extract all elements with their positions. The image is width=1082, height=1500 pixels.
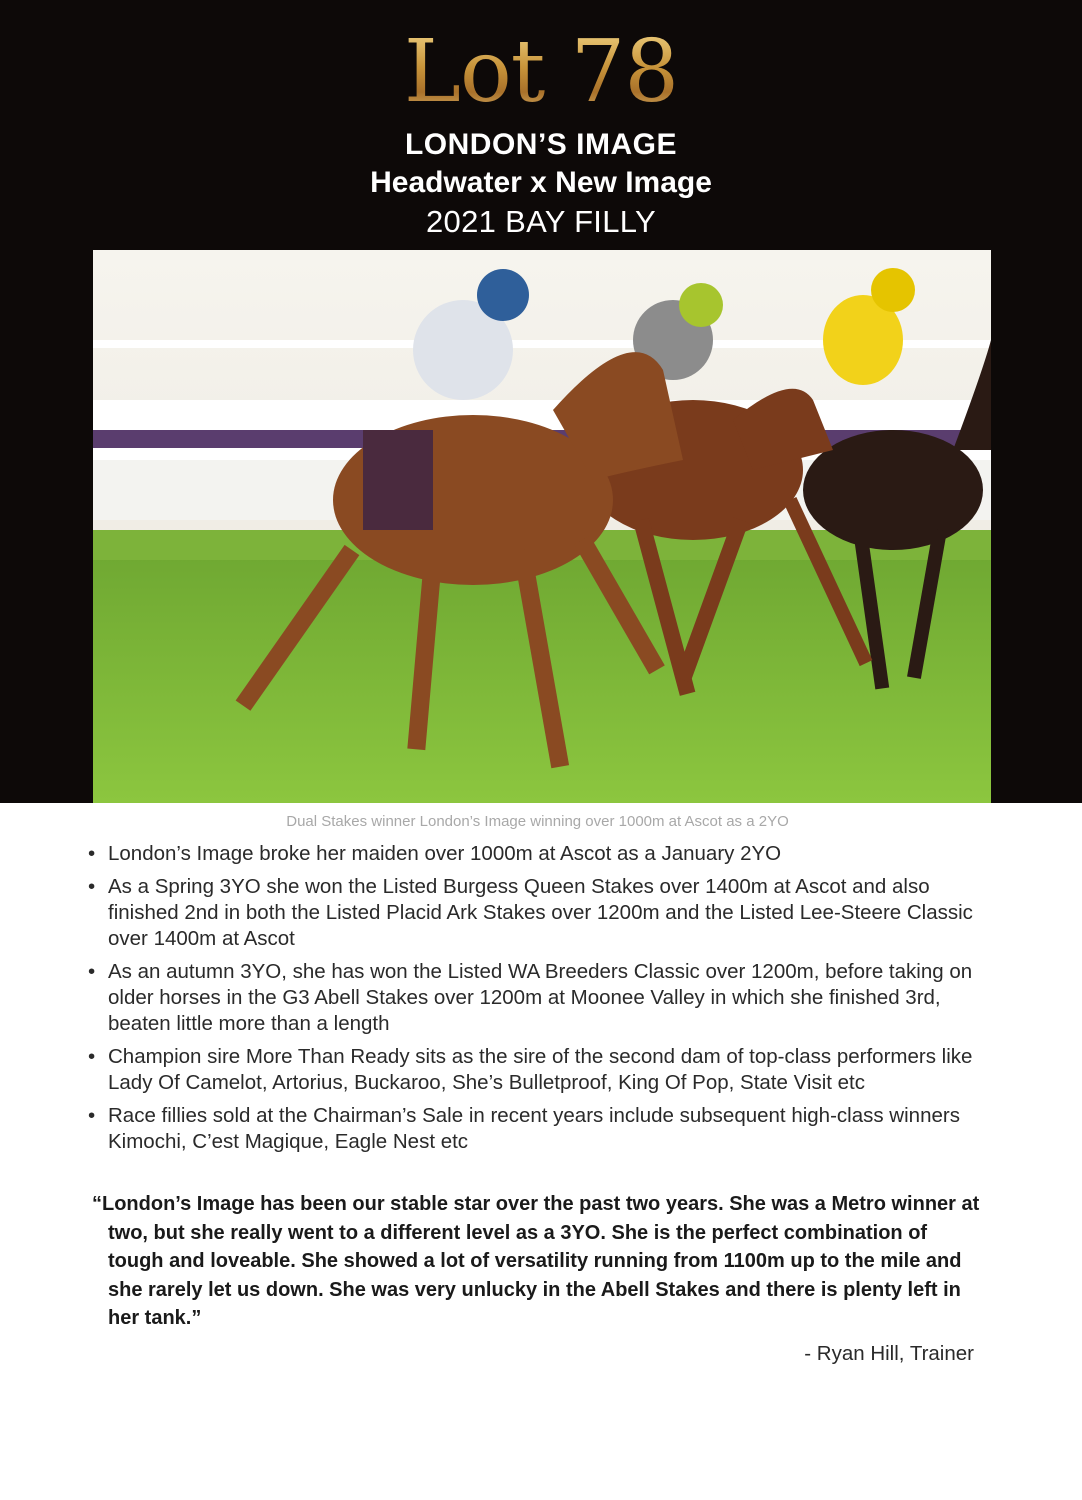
list-item: [88, 1103, 988, 1155]
trainer-quote: [92, 1190, 982, 1333]
bullet-marker: •: [88, 1045, 96, 1068]
bullet-marker: •: [88, 1104, 96, 1127]
age-sex: 2021 BAY FILLY: [426, 204, 656, 239]
highlights-list: [88, 841, 988, 1162]
bullet-marker: •: [88, 960, 96, 983]
list-item-text: As a Spring 3YO she won the Listed Burgess Queen Stakes over 1400m at Ascot and also finished 2nd in both the Listed Placid Ark Stakes over 1200m and the Listed Lee-Steere Classic over 1400m at Ascot: [108, 875, 973, 950]
bullet-marker: •: [88, 875, 96, 898]
list-item-text: Champion sire More Than Ready sits as the sire of the second dam of top-class performers like Lady Of Camelot, Artorius, Buckaroo, She’s Bulletproof, King Of Pop, State Visit etc: [108, 1045, 973, 1094]
pedigree: Headwater x New Image: [370, 166, 712, 199]
list-item: [88, 959, 988, 1037]
race-photo: [93, 250, 991, 803]
horse-name: LONDON’S IMAGE: [404, 128, 677, 161]
list-item-text: As an autumn 3YO, she has won the Listed WA Breeders Classic over 1200m, before taking on older horses in the G3 Abell Stakes over 1200m at Moonee Valley in which she finished 3rd, beaten little more than a length: [108, 960, 973, 1035]
lot-title: Lot 78: [0, 22, 1082, 122]
list-item: [88, 1044, 988, 1096]
photo-caption: Dual Stakes winner London’s Image winning over 1000m at Ascot as a 2YO: [286, 813, 789, 830]
list-item-text: Race fillies sold at the Chairman’s Sale in recent years include subsequent high-class winners Kimochi, C’est Magique, Eagle Nest etc: [108, 1104, 960, 1153]
bullet-marker: •: [88, 842, 96, 865]
list-item: [88, 874, 988, 952]
race-photo-illustration: [93, 250, 991, 803]
list-item-text: London’s Image broke her maiden over 1000m at Ascot as a January 2YO: [108, 842, 782, 865]
quote-attribution: - Ryan Hill, Trainer: [804, 1342, 974, 1365]
list-item: [88, 841, 988, 867]
quote-text: “London’s Image has been our stable star over the past two years. She was a Metro winner at two, but she really went to a different level as a 3YO. She is the perfect combination of tough and loveable. She showed a lot of versatility running from 1100m up to the mile and she rarely let us down. She was very unlucky in the Abell Stakes and there is plenty left in her tank.”: [92, 1193, 980, 1329]
